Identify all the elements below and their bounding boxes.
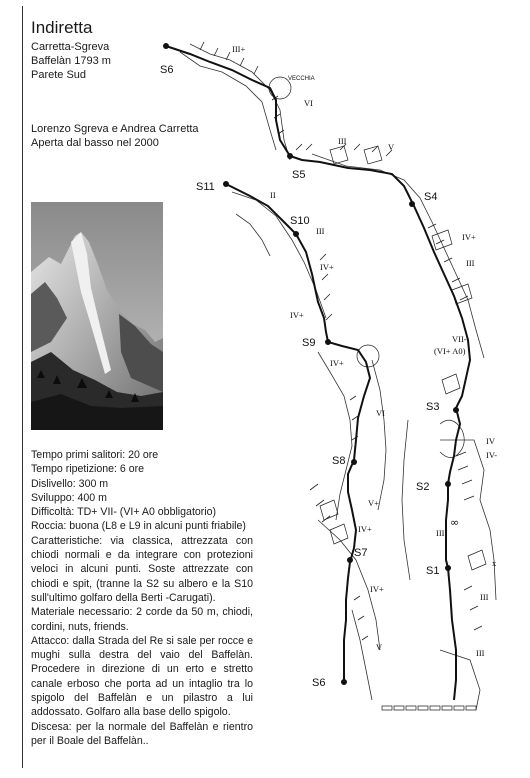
info-attacco: Attacco: dalla Strada del Re si sale per rocce e mughi sulla destra del vaio del Baffelàn. Procedere in direzione di un erto e stretto canale erboso che porta ad un intaglio tra lo spigolo del Baffelàn e un pilastro a lui addossato. Golfaro alla base dello spigolo. — [31, 634, 253, 719]
route-line-left — [226, 184, 370, 682]
belay-s6-top: S6 — [160, 64, 174, 76]
info-dislivello: Dislivello: 300 m — [31, 477, 109, 490]
grade-1: III+ — [232, 44, 246, 54]
belay-s7: S7 — [354, 547, 368, 559]
grade-12: III — [480, 592, 489, 602]
grade-22: IV+ — [370, 584, 384, 594]
route-authors: Carretta-Sgreva — [31, 41, 110, 53]
grade-4: V — [388, 142, 395, 152]
route-title: Indiretta — [31, 18, 93, 37]
grade-6: III — [466, 258, 475, 268]
belay-s11: S11 — [196, 181, 215, 193]
grade-3: III — [338, 136, 347, 146]
grade-5: IV+ — [462, 232, 476, 242]
grade-10: IV- — [486, 450, 498, 460]
belay-labels — [160, 64, 439, 689]
roof-markers — [269, 77, 486, 570]
grade-16: IV+ — [320, 262, 334, 272]
belay-s5: S5 — [292, 169, 306, 181]
grade-13: III — [476, 648, 485, 658]
route-line-right — [166, 46, 470, 700]
grade-9: IV — [486, 436, 495, 446]
route-face: Parete Sud — [31, 69, 87, 81]
info-caratteristiche: Caratteristiche: via classica, attrezzata con chiodi normali e da integrare con protezioni veloci in alcuni punti. Soste attrezzate con chiodi e spit, (tranne la S2 su albero e la S10 sull'ultimo golfaro della Berti -Carugati). — [31, 534, 253, 604]
belay-s9: S9 — [302, 337, 316, 349]
hatching — [200, 42, 482, 640]
grade-17: IV+ — [290, 310, 304, 320]
grade-14: II — [270, 190, 276, 200]
grade-19: VI — [376, 408, 385, 418]
belay-s10: S10 — [290, 215, 310, 227]
belay-s8: S8 — [332, 455, 346, 467]
info-difficolta: Difficoltà: TD+ VII- (VI+ A0 obbligatorio) — [31, 506, 217, 519]
grade-11: III — [436, 528, 445, 538]
info-discesa: Discesa: per la normale del Baffelàn e rientro per il Boale del Baffelàn.. — [31, 720, 253, 747]
info-sviluppo: Sviluppo: 400 m — [31, 491, 107, 504]
info-roccia: Roccia: buona (L8 e L9 in alcuni punti friabile) — [31, 520, 246, 533]
info-tempo-primi: Tempo primi salitori: 20 ore — [31, 449, 159, 461]
base-scree — [382, 706, 476, 710]
infinity-mark: ∞ — [450, 516, 460, 529]
x-mark: x — [492, 558, 497, 568]
info-tempo-ripetizione: Tempo ripetizione: 6 ore — [31, 463, 145, 476]
grade-23: V — [376, 642, 383, 652]
info-materiale: Materiale necessario: 2 corde da 50 m, chiodi, cordini, nuts, friends. — [31, 606, 253, 633]
grade-2: VI — [304, 98, 313, 108]
belay-s4: S4 — [424, 191, 438, 203]
grade-20: V+ — [368, 498, 379, 508]
grade-15: III — [316, 226, 325, 236]
belay-s2: S2 — [416, 481, 430, 493]
belay-s6-bottom: S6 — [312, 677, 326, 689]
route-peak: Baffelàn 1793 m — [31, 55, 111, 67]
grade-7: VII- — [452, 334, 467, 344]
belay-dots — [163, 43, 459, 685]
grade-18: IV+ — [330, 358, 344, 368]
tree-label: VECCHIA — [288, 76, 315, 82]
grade-8: (VI+ A0) — [434, 346, 466, 356]
first-ascent-names: Lorenzo Sgreva e Andrea Carretta — [31, 123, 199, 135]
grade-21: IV+ — [358, 524, 372, 534]
belay-s3: S3 — [426, 401, 440, 413]
belay-s1: S1 — [426, 565, 440, 577]
first-ascent-note: Aperta dal basso nel 2000 — [31, 137, 159, 149]
